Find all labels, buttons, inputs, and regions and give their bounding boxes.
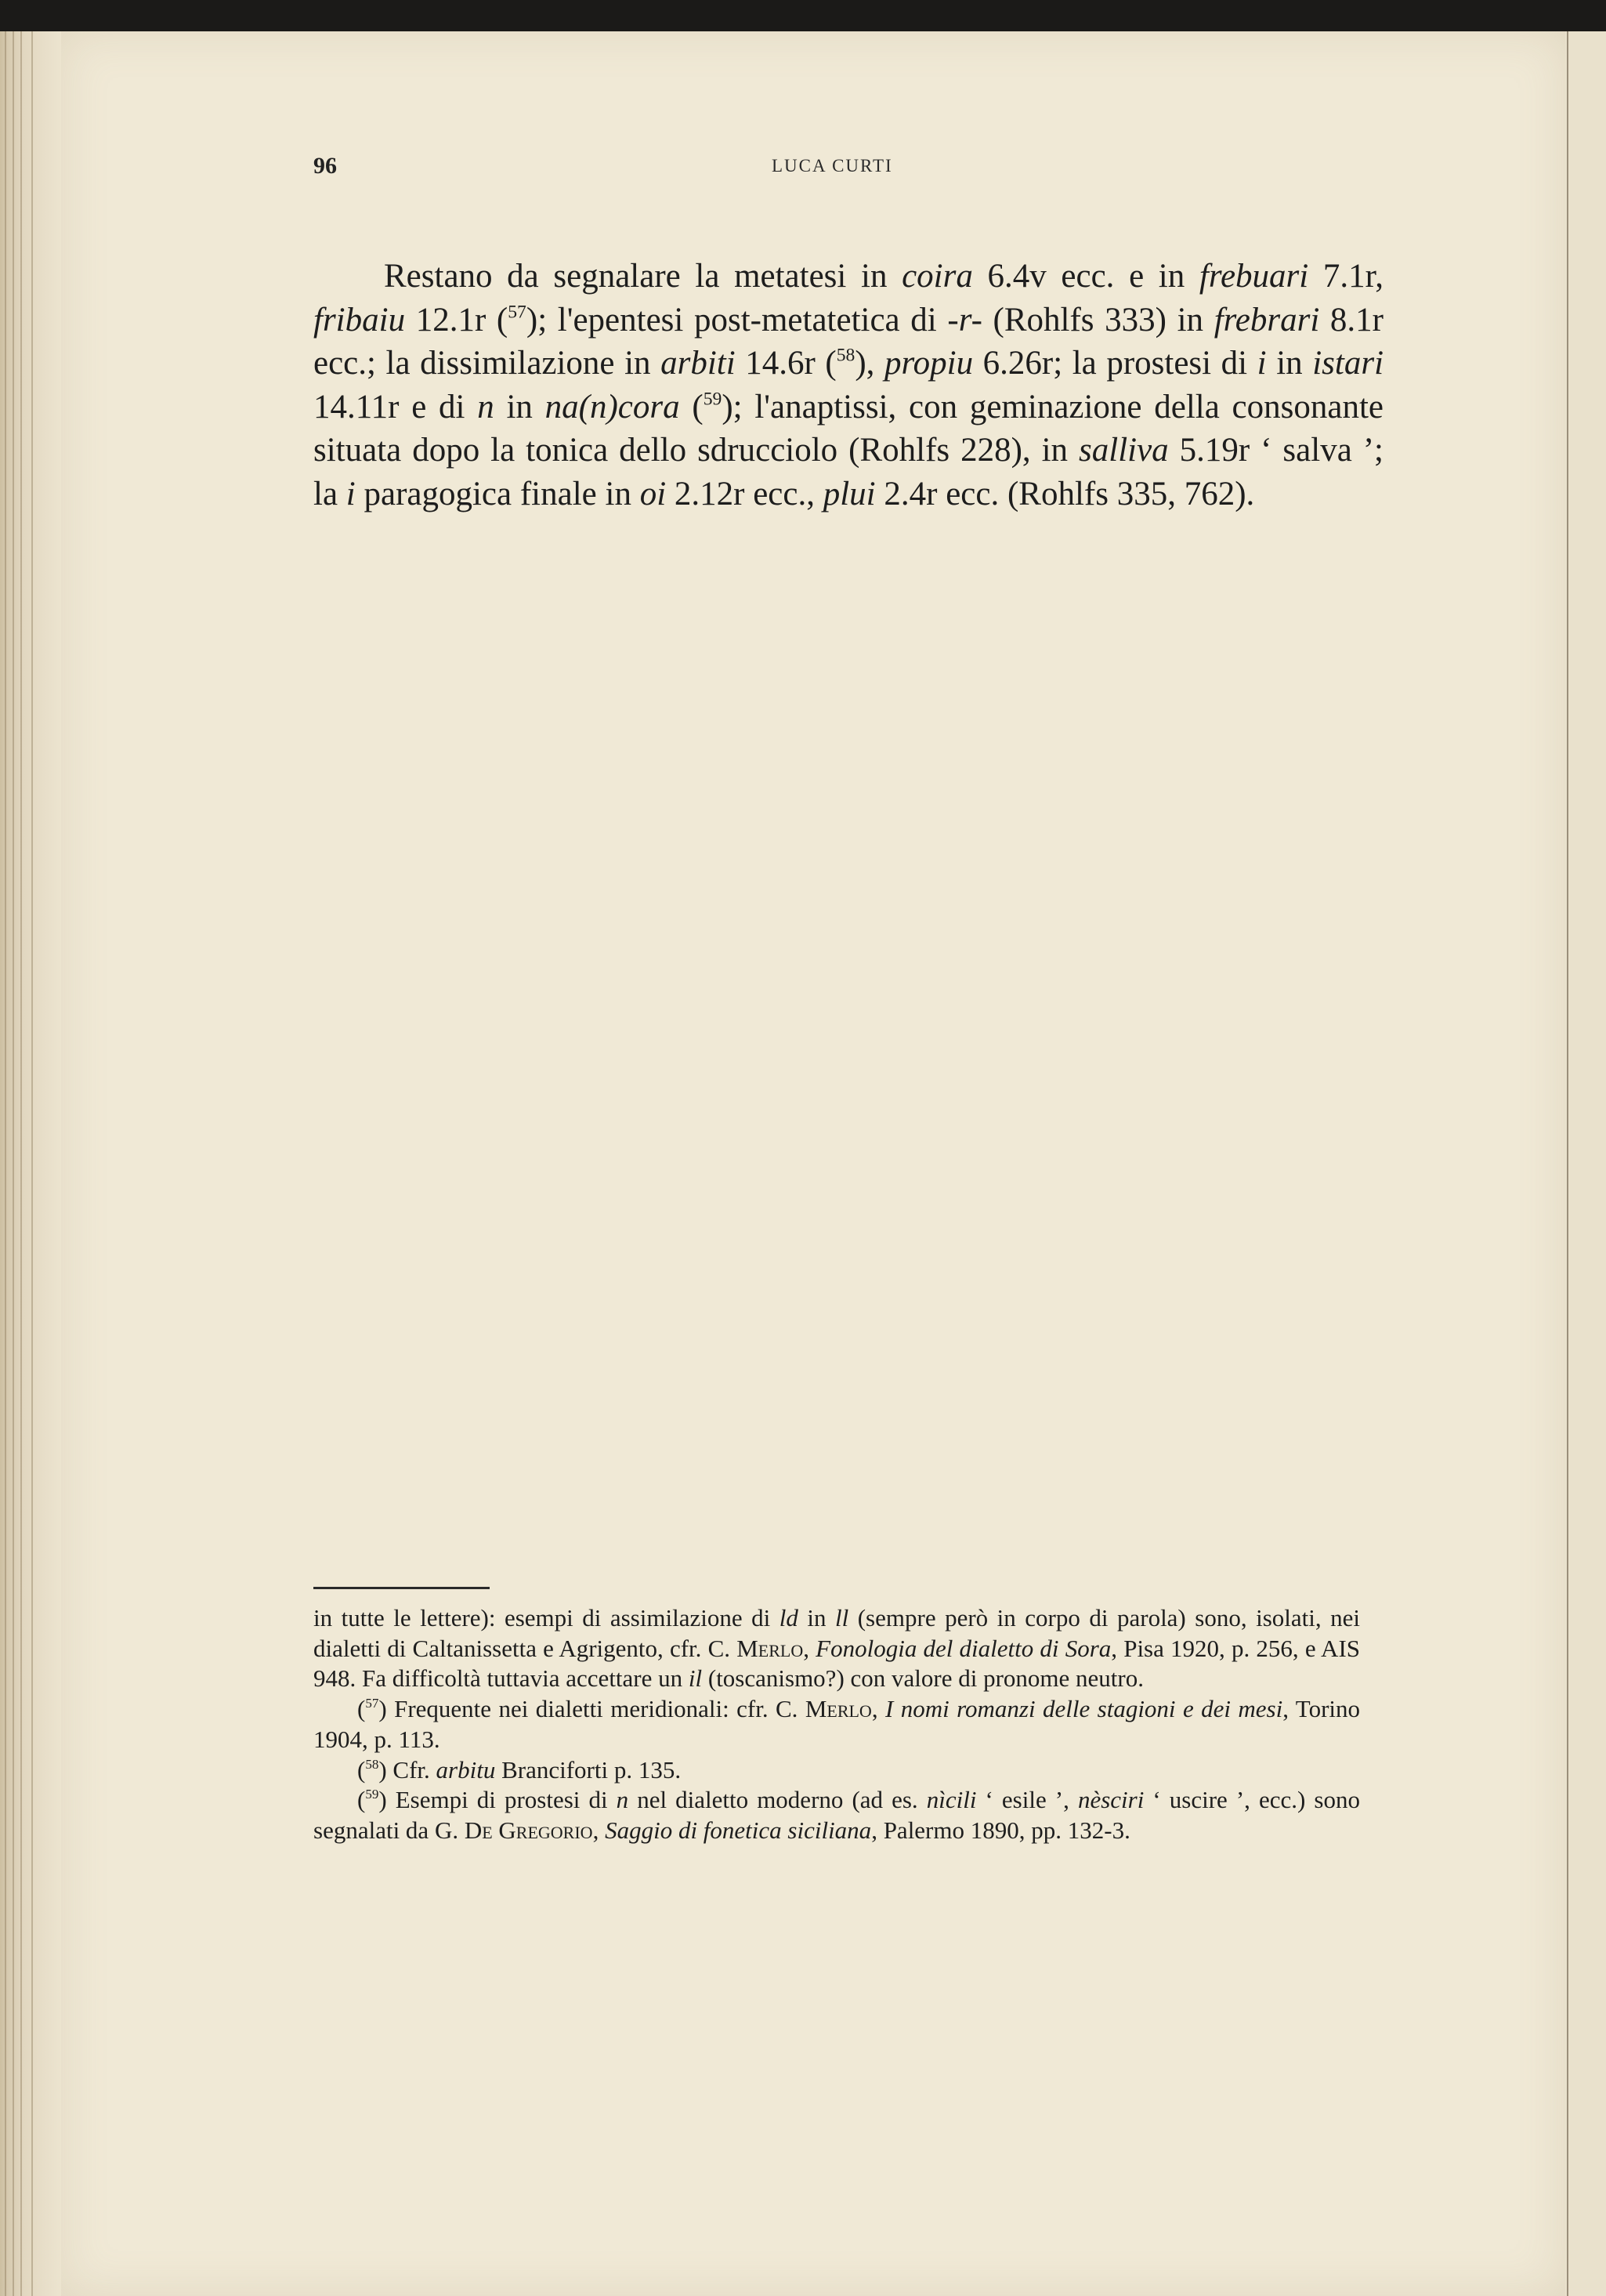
running-title: LUCA CURTI (772, 156, 893, 176)
text: 14.11r e di (313, 388, 478, 426)
footnote-ref: 57 (508, 301, 526, 322)
text: , Palermo 1890, pp. 132-3. (871, 1816, 1130, 1844)
italic-term: plui (823, 475, 876, 512)
footnote-57: ($^{57}$) Frequente nei dialetti meridionali: cfr. C. Merlo, I nomi romanzi delle stagioni e dei mesi, Torino 1904, p. 113. (313, 1695, 1361, 1753)
text: 2.12r ecc., (666, 475, 823, 512)
italic-term: n (477, 388, 494, 426)
footnote-ref: 59 (703, 388, 722, 409)
book-title: Saggio di fonetica siciliana (605, 1816, 872, 1844)
page-edge-line (20, 24, 22, 2296)
text: ) Cfr. (378, 1755, 436, 1784)
text: ) Esempi di prostesi di (378, 1786, 617, 1814)
text: ); l'epentesi post-metatetica di (526, 301, 948, 339)
paragraph (313, 255, 1384, 516)
text: ‘ esile ’, (976, 1786, 1078, 1814)
text: nel dialetto moderno (ad es. (628, 1786, 927, 1814)
text: ); l'anaptissi, con geminazione della consonante situata dopo la tonica dello sdrucciolo (Rohlfs 228), in (313, 388, 1384, 469)
italic-term: coira (902, 258, 973, 295)
text: (toscanismo?) con valore di pronome neutro. (702, 1664, 1144, 1693)
italic-term: -r- (947, 301, 982, 339)
footnote-continuation (313, 1603, 1360, 1694)
italic-term: arbitu (436, 1755, 496, 1784)
text: 2.4r ecc. (Rohlfs 335, 762). (875, 475, 1255, 512)
text: 6.26r; la prostesi di (973, 345, 1257, 382)
text: in (1266, 345, 1313, 382)
footnote-marker: 58 (365, 1756, 379, 1772)
running-head (0, 153, 1606, 184)
text: , (871, 1695, 885, 1723)
text: , Pisa 1920, p. 256, e AIS 948. Fa difficoltà tuttavia accettare un (313, 1634, 1361, 1693)
text: paragogica finale in (355, 475, 640, 512)
text: 6.4v ecc. e in (972, 258, 1199, 295)
text: , (592, 1816, 606, 1844)
text: ), (855, 345, 884, 382)
text: , Torino 1904, p. 113. (313, 1695, 1361, 1753)
italic-term: nèsciri (1077, 1786, 1145, 1814)
italic-term: n (616, 1786, 629, 1814)
text: in tutte le lettere): esempi di assimilazione di (313, 1604, 779, 1631)
italic-term: istari (1312, 345, 1384, 382)
text: 7.1r, (1308, 258, 1384, 295)
page-edge-line (5, 24, 6, 2296)
footnote-ref: 58 (836, 345, 855, 366)
footnote-59: ($^{59}$) Esempi di prostesi di n nel dialetto moderno (ad es. nìcili ‘ esile ’, nèsciri ‘ uscire ’, ecc.) sono segnalati da G. De Gregorio, Saggio di fonetica siciliana, Palermo 1890, pp. 132-3. (313, 1786, 1360, 1844)
page-edge-line (13, 24, 14, 2296)
footnote-58: ($^{58}$) Cfr. arbitu Branciforti p. 135. (357, 1755, 682, 1784)
author-name: Merlo (736, 1634, 804, 1662)
author-name: De Gregorio (464, 1816, 593, 1844)
text: (Rohlfs 333) in (982, 301, 1214, 339)
book-binding-gutter (0, 0, 61, 2296)
body-paragraph (313, 255, 1384, 516)
italic-term: arbiti (660, 345, 736, 382)
italic-term: nìcili (926, 1786, 977, 1814)
italic-term: ll (835, 1604, 849, 1631)
scanner-top-border (0, 0, 1606, 31)
text: ( (679, 388, 704, 426)
text: 8.1r ecc.; la dissimilazione in (313, 301, 1384, 382)
text: in (494, 388, 545, 426)
book-title: I nomi romanzi delle stagioni e dei mesi (884, 1695, 1283, 1723)
italic-term: frebrari (1214, 301, 1320, 339)
next-page-edge (1565, 24, 1606, 2296)
italic-term: i (345, 475, 356, 512)
page-number: 96 (313, 153, 337, 179)
text: ) Frequente nei dialetti meridionali: cfr. C. (378, 1695, 805, 1723)
italic-term: oi (639, 475, 667, 512)
italic-term: propiu (884, 345, 974, 382)
italic-term: ld (779, 1604, 798, 1631)
footnote-separator (313, 1587, 490, 1589)
italic-term: il (688, 1664, 703, 1693)
author-name: Merlo (805, 1695, 872, 1723)
italic-term: na(n)cora (544, 388, 680, 426)
footnotes (313, 1603, 1360, 1846)
italic-term: frebuari (1199, 258, 1309, 295)
footnote-marker: 59 (365, 1787, 379, 1802)
text: ‘ uscire ’, ecc.) sono segnalati da G. (313, 1786, 1360, 1844)
italic-term: fribaiu (313, 301, 406, 339)
text: in (798, 1604, 835, 1631)
book-title: Fonologia del dialetto di Sora (816, 1634, 1112, 1662)
text: Restano da segnalare la metatesi in (384, 258, 902, 295)
text: 12.1r ( (405, 301, 508, 339)
text: 5.19r ‘ salva ’; la (313, 432, 1384, 512)
text: 14.6r ( (735, 345, 837, 382)
page-edge-line (1567, 24, 1568, 2296)
text: (sempre però in corpo di parola) sono, isolati, nei dialetti di Caltanissetta e Agrigento, cfr. C. (313, 1604, 1360, 1662)
footnote-marker: 57 (365, 1696, 379, 1711)
text: Branciforti p. 135. (495, 1755, 682, 1784)
italic-term: salliva (1079, 432, 1169, 469)
page-edge-line (31, 24, 33, 2296)
italic-term: i (1257, 345, 1267, 382)
text: , (803, 1634, 816, 1662)
